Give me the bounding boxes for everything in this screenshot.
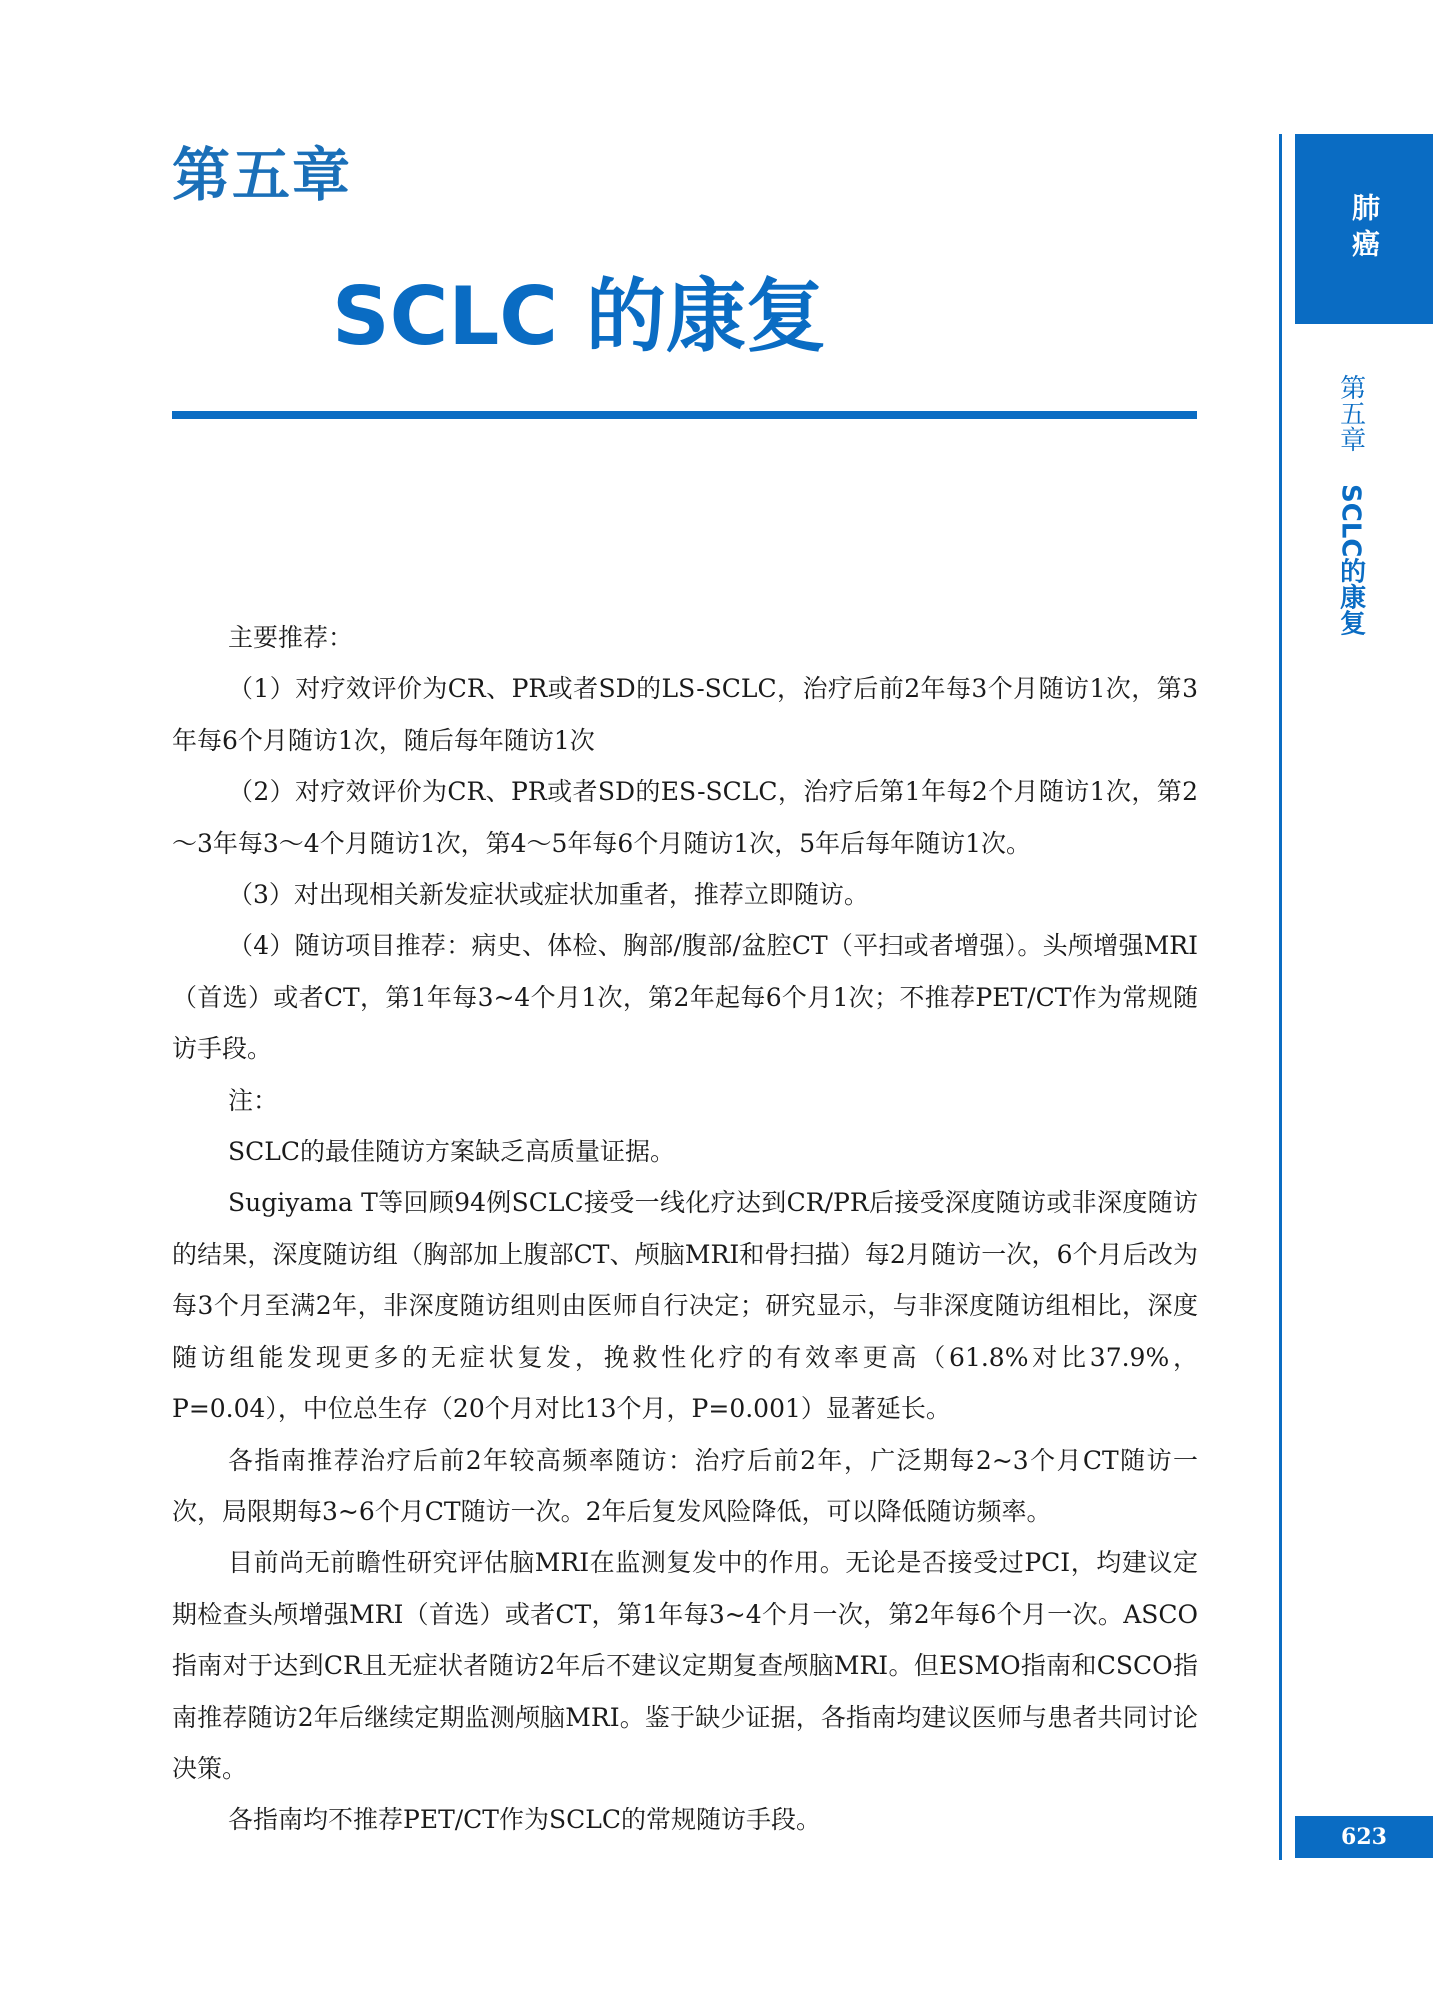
notes-heading: 注： (228, 1085, 279, 1115)
section-tab-label: 肺癌 (1348, 193, 1381, 265)
recommendation-4: （4）随访项目推荐：病史、体检、胸部/腹部/盆腔CT（平扫或者增强）。头颅增强MRI（首选）或者CT，第1年每3~4个月1次，第2年起每6个月1次；不推荐PET/CT作为常规随访手段。 (172, 931, 1198, 1064)
note-paragraph: 各指南推荐治疗后前2年较高频率随访：治疗后前2年，广泛期每2~3个月CT随访一次，局限期每3~6个月CT随访一次。2年后复发风险降低，可以降低随访频率。 (172, 1445, 1198, 1526)
chapter-label: 第五章 (172, 141, 353, 209)
title-divider (172, 411, 1197, 419)
recommendations-heading: 主要推荐： (228, 623, 354, 652)
recommendation-1: （1）对疗效评价为CR、PR或者SD的LS-SCLC，治疗后前2年每3个月随访1次，第3年每6个月随访1次，随后每年随访1次 (172, 674, 1198, 755)
note-paragraph: 目前尚无前瞻性研究评估脑MRI在监测复发中的作用。无论是否接受过PCI，均建议定期检查头颅增强MRI（首选）或者CT，第1年每3~4个月一次，第2年每6个月一次。ASCO指南对于达到CR且无症状者随访2年后不建议定期复查颅脑MRI。但ESMO指南和CSCO指南推荐随访2年后继续定期监测颅脑MRI。鉴于缺少证据，各指南均建议医师与患者共同讨论决策。 (172, 1548, 1198, 1783)
body-text (172, 612, 1198, 1846)
note-paragraph: 各指南均不推荐PET/CT作为SCLC的常规随访手段。 (228, 1805, 821, 1835)
section-tab (1295, 134, 1433, 324)
chapter-title: SCLC 的康复 (332, 270, 826, 363)
sidebar-chapter-title: SCLC的康复 (1335, 484, 1366, 636)
note-paragraph: Sugiyama T等回顾94例SCLC接受一线化疗达到CR/PR后接受深度随访或非深度随访的结果，深度随访组（胸部加上腹部CT、颅脑MRI和骨扫描）每2月随访一次，6个月后改为每3个月至满2年，非深度随访组则由医师自行决定；研究显示，与非深度随访组相比，深度随访组能发现更多的无症状复发，挽救性化疗的有效率更高（61.8%对比37.9%，P=0.04），中位总生存（20个月对比13个月，P=0.001）显著延长。 (172, 1188, 1198, 1424)
sidebar-chapter-label: 第五章 (1335, 374, 1366, 452)
note-paragraph: SCLC的最佳随访方案缺乏高质量证据。 (228, 1137, 675, 1167)
side-divider (1279, 134, 1282, 1860)
page-number: 623 (1295, 1816, 1433, 1858)
recommendation-2: （2）对疗效评价为CR、PR或者SD的ES-SCLC，治疗后第1年每2个月随访1次，第2～3年每3～4个月随访1次，第4～5年每6个月随访1次，5年后每年随访1次。 (172, 777, 1198, 858)
recommendation-3: （3）对出现相关新发症状或症状加重者，推荐立即随访。 (228, 880, 869, 910)
